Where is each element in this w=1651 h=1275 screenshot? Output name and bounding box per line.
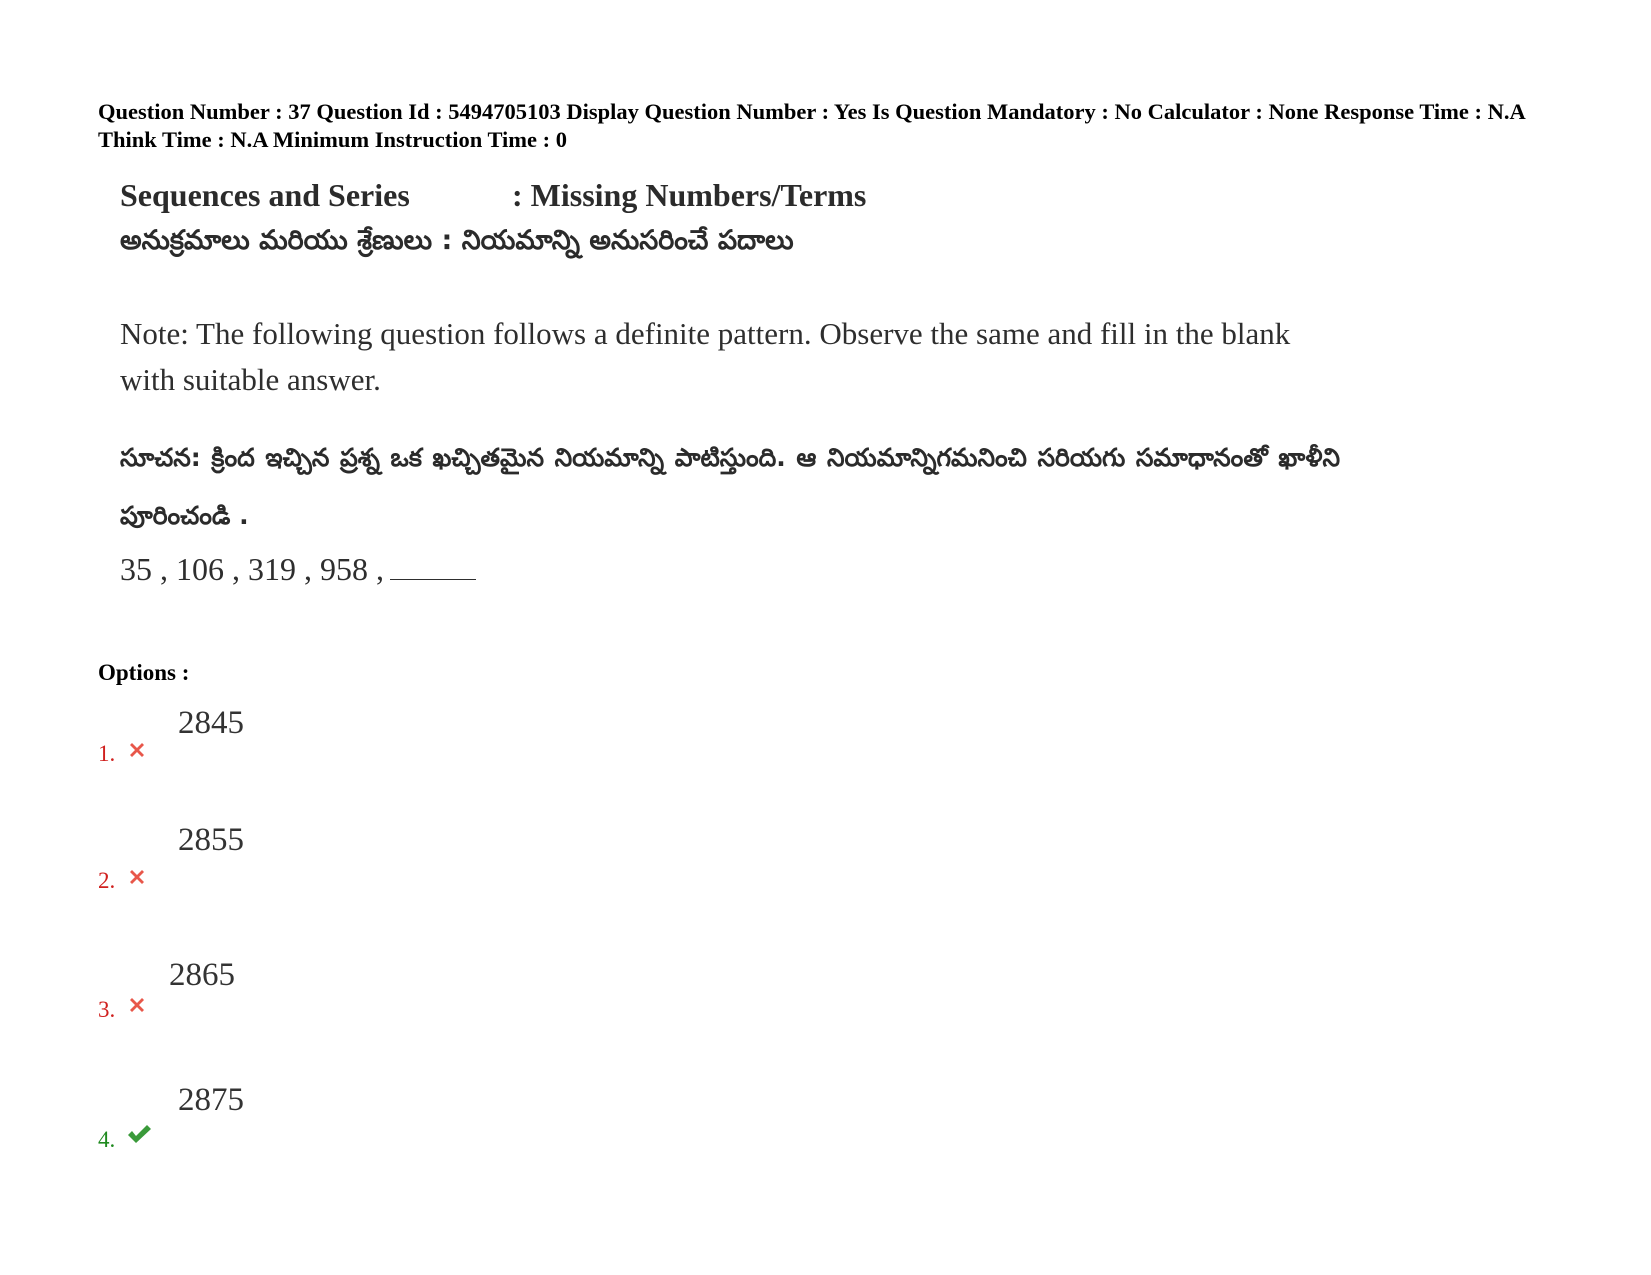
option-1[interactable] <box>98 705 498 785</box>
cross-icon <box>126 866 148 888</box>
sequence-terms: 35 , 106 , 319 , 958 , <box>120 551 384 587</box>
option-4[interactable] <box>98 1082 498 1162</box>
note-english: Note: The following question follows a definite pattern. Observe the same and fill in the blank with suitable answer. <box>120 316 1291 397</box>
option-value: 2875 <box>178 1082 244 1118</box>
options-label: Options : <box>98 660 190 685</box>
cross-icon <box>126 994 148 1016</box>
option-value: 2865 <box>169 957 235 993</box>
answer-blank <box>390 551 476 580</box>
option-number: 2. <box>98 868 116 893</box>
cross-icon <box>126 739 148 761</box>
subtopic-title: : Missing Numbers/Terms <box>512 177 867 213</box>
topic-heading-telugu: అనుక్రమాలు మరియు శ్రేణులు : నియమాన్ని అనుసరించే పదాలు <box>120 225 794 256</box>
question-meta: Question Number : 37 Question Id : 5494705103 Display Question Number : Yes Is Question Mandatory : No Calculator : None Response Time : N.A Think Time : N.A Minimum Instruction Time : 0 <box>98 99 1525 152</box>
option-value: 2855 <box>178 822 244 858</box>
topic-heading <box>120 175 1340 215</box>
note-telugu: సూచన: క్రింద ఇచ్చిన ప్రశ్న ఒక ఖచ్చితమైన నియమాన్ని పాటిస్తుంది. ఆ నియమాన్నిగమనించి సరియగు సమాధానంతో ఖాళీని పూరించండి . <box>120 443 1340 530</box>
option-3[interactable] <box>98 957 498 1037</box>
number-sequence <box>120 549 1340 589</box>
option-number: 1. <box>98 741 116 766</box>
option-number: 3. <box>98 997 116 1022</box>
option-number: 4. <box>98 1127 116 1152</box>
option-2[interactable] <box>98 822 498 902</box>
topic-title: Sequences and Series <box>120 177 410 213</box>
check-icon <box>126 1122 152 1146</box>
option-value: 2845 <box>178 705 244 741</box>
question-body <box>120 175 1340 589</box>
